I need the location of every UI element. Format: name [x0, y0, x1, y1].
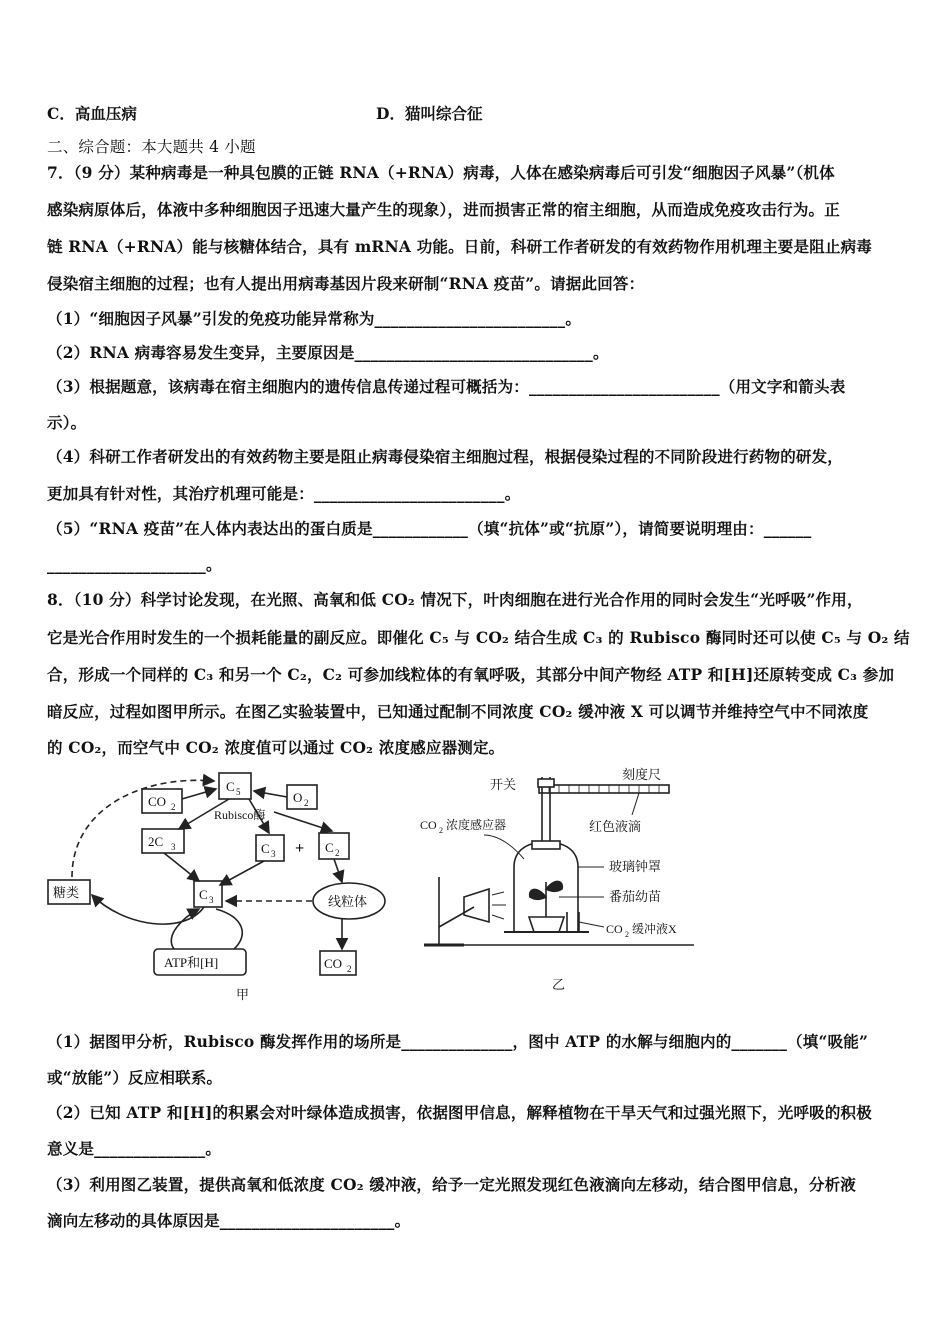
- sub: 2: [304, 798, 309, 808]
- q7-line: 侵染宿主细胞的过程；也有人提出用病毒基因片段来研制“RNA 疫苗”。请据此回答：: [47, 274, 645, 293]
- q7-sub5-cont: ____________________。: [47, 555, 222, 574]
- q7-sub2: （2）RNA 病毒容易发生变异，主要原因是______________________________。: [47, 343, 609, 362]
- sub: 2: [439, 826, 443, 835]
- sub: 3: [209, 895, 214, 905]
- seedling-label: 番茄幼苗: [609, 889, 662, 904]
- sub: 3: [271, 849, 276, 859]
- c5-box: [219, 773, 251, 799]
- sub: 3: [171, 842, 176, 852]
- arrow: [182, 789, 216, 799]
- q8-sub3: （3）利用图乙装置，提供高氧和低浓度 CO₂ 缓冲液，给予一定光照发现红色液滴向左移动，结合图甲信息，分析液: [47, 1175, 857, 1194]
- q7-sub1: （1）“细胞因子风暴”引发的免疫功能异常称为________________________。: [47, 309, 582, 328]
- q8-sub2-cont: 意义是______________。: [47, 1139, 222, 1158]
- o2-label: O: [293, 790, 303, 805]
- leader-line: [484, 835, 524, 859]
- atp-label: ATP和[H]: [164, 955, 219, 970]
- jar-stopper: [532, 841, 560, 849]
- q7-sub4-cont: 更加具有针对性，其治疗机理可能是：________________________。: [47, 484, 521, 503]
- q8-sub1: （1）据图甲分析，Rubisco 酶发挥作用的场所是______________，图中 ATP 的水解与细胞内的_______（填“吸能”: [47, 1032, 869, 1051]
- q7-sub4: （4）科研工作者研发出的有效药物主要是阻止病毒侵染宿主细胞过程，根据侵染过程的不同阶段进行药物的研发，: [47, 447, 843, 466]
- bell-jar-label: 玻璃钟罩: [609, 859, 662, 874]
- sub: 5: [236, 787, 241, 797]
- c2-label: C: [325, 840, 334, 855]
- rubisco-label: Rubisco酶: [214, 808, 266, 822]
- c2-box: [319, 833, 349, 859]
- q8-sub2: （2）已知 ATP 和[H]的积累会对叶绿体造成损害，依据图甲信息，解释植物在干旱天气和过强光照下，光呼吸的积极: [47, 1103, 872, 1122]
- arrow: [334, 859, 342, 882]
- q8-sub3-cont: 滴向左移动的具体原因是______________________。: [47, 1211, 411, 1230]
- sugar-label: 糖类: [53, 885, 80, 900]
- figure-jia-yi: [44, 767, 694, 1007]
- ruler-label: 刻度尺: [622, 767, 662, 782]
- q8-intro-line: 合，形成一个同样的 C₃ 和另一个 C₂，C₂ 可参加线粒体的有氧呼吸，其部分中间产物经 ATP 和[H]还原转变成 C₃ 参加: [47, 665, 895, 684]
- pot: [529, 917, 564, 932]
- arrow: [274, 812, 332, 831]
- co2-out-label: CO: [324, 956, 343, 971]
- lamp-stand: [439, 877, 474, 945]
- light-rays: [492, 892, 506, 919]
- option-c: C．高血压病: [47, 104, 137, 123]
- leader-line: [632, 793, 639, 815]
- diagram-yi-labels: [420, 767, 677, 992]
- ruler-scale: [539, 785, 669, 793]
- arrow: [254, 791, 287, 797]
- q8-intro-line: 8．（10 分）科学讨论发现，在光照、高氧和低 CO₂ 情况下，叶肉细胞在进行光合作用的同时会发生“光呼吸”作用，: [47, 590, 863, 609]
- section-title: 二、综合题：本大题共 4 小题: [47, 138, 256, 156]
- q7-line: 链 RNA（+RNA）能与核糖体结合，具有 mRNA 功能。日前，科研工作者研发的有效药物作用机理主要是阻止病毒: [47, 237, 873, 256]
- figure-jia-caption: 甲: [236, 987, 250, 1002]
- ruler-ticks: [549, 785, 659, 793]
- buffer-label: CO: [606, 922, 623, 936]
- q8-intro-line: 它是光合作用时发生的一个损耗能量的副反应。即催化 C₅ 与 CO₂ 结合生成 C₃ 的 Rubisco 酶同时还可以使 C₅ 与 O₂ 结: [47, 628, 910, 647]
- q7-sub3-cont: 示）。: [47, 413, 87, 432]
- option-d: D．猫叫综合征: [376, 104, 483, 123]
- sub: 2: [347, 964, 352, 974]
- c5-label: C: [226, 779, 235, 794]
- q8-intro-line: 的 CO₂，而空气中 CO₂ 浓度值可以通过 CO₂ 浓度感应器测定。: [47, 738, 505, 757]
- plus-sign: +: [295, 840, 305, 857]
- red-drop-label: 红色液滴: [589, 819, 642, 834]
- two-c3-label: 2C: [148, 834, 164, 849]
- sub: 2: [625, 930, 629, 939]
- c3-label: C: [199, 887, 208, 902]
- sensor-label-rest: 浓度感应器: [446, 818, 507, 832]
- leader-line: [579, 922, 604, 927]
- arrow: [220, 861, 264, 885]
- arrow-curve: [216, 909, 242, 949]
- co2-label: CO: [148, 794, 167, 809]
- arrow: [92, 895, 204, 924]
- q7-line: 7．（9 分）某种病毒是一种具包膜的正链 RNA（+RNA）病毒，人体在感染病毒后可引发“细胞因子风暴”（机体: [47, 163, 835, 182]
- arrow: [164, 853, 199, 881]
- c3-label: C: [261, 841, 270, 856]
- figure-yi-caption: 乙: [552, 977, 566, 992]
- lamp: [464, 889, 489, 922]
- buffer-label-rest: 缓冲液X: [632, 922, 677, 936]
- sub: 2: [171, 802, 176, 812]
- q7-line: 感染病原体后，体液中多种细胞因子迅速大量产生的现象），进而损害正常的宿主细胞，从而造成免疫攻击行为。正: [47, 200, 840, 219]
- mitochondria-label: 线粒体: [328, 894, 368, 909]
- sub: 2: [335, 848, 340, 858]
- sensor-label: CO: [420, 818, 437, 832]
- diagram-jia: [48, 773, 385, 975]
- switch-label: 开关: [490, 777, 517, 792]
- q8-intro-line: 暗反应，过程如图甲所示。在图乙实验装置中，已知通过配制不同浓度 CO₂ 缓冲液 X 可以调节并维持空气中不同浓度: [47, 702, 869, 721]
- q7-sub5: （5）“RNA 疫苗”在人体内表达出的蛋白质是____________（填“抗体”或“抗原”），请简要说明理由：______: [47, 519, 812, 538]
- q8-sub1-cont: 或“放能”）反应相联系。: [47, 1068, 223, 1087]
- switch-valve: [538, 779, 554, 787]
- q7-sub3: （3）根据题意，该病毒在宿主细胞内的遗传信息传递过程可概括为：________________________（用文字和箭头表: [47, 377, 846, 396]
